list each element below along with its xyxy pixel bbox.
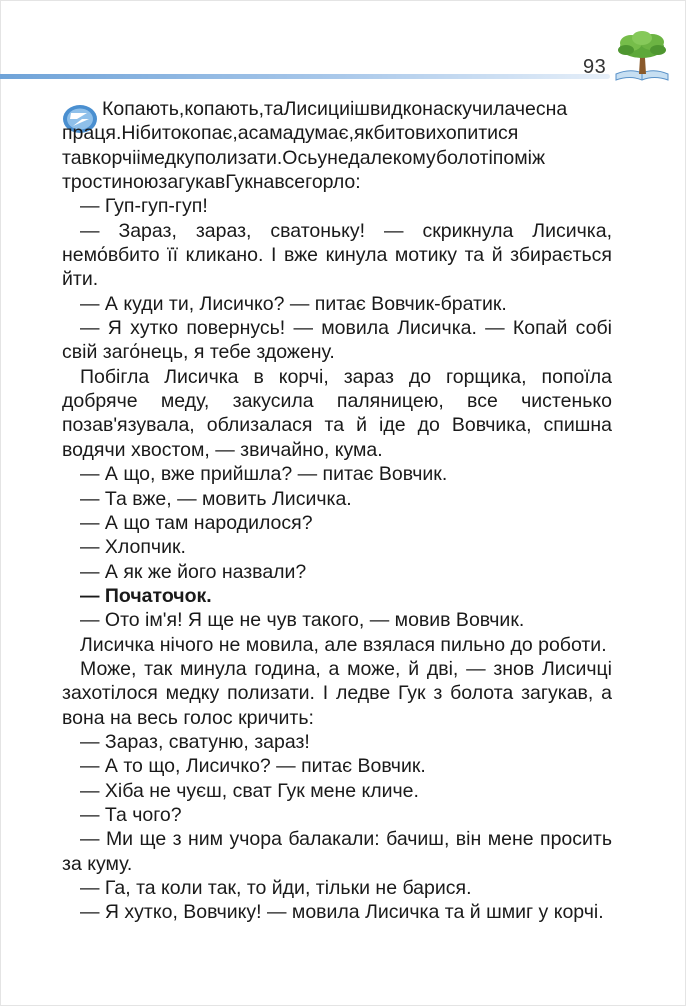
- paragraph: Побігла Лисичка в корчі, зараз до горщика, попоїла добряче меду, закусила паляницею, все чистенько позав'язувала, облизалася та й іде до Вовчика, спишна водячи хвостом, — звичайно, кума.: [62, 365, 612, 461]
- paragraph: — Зараз, зараз, сватоньку! — скрикнула Лисичка, немо́вбито її кликано. І вже кинула мотику та й збирається йти.: [62, 219, 612, 291]
- paragraph: — Гуп-гуп-гуп!: [80, 195, 208, 218]
- paragraph: — Я хутко, Вовчику! — мовила Лисичка та й шмиг у корчі.: [80, 901, 604, 924]
- paragraph: — А що там народилося?: [80, 511, 313, 534]
- paragraph-intro: Копають,копають,таЛисициішвидконаскучилачесна праця.Нібитокопає,асамадумає,якбитовихопитися тавкорчіімедкуполизати.Осьунедалекомуболотіпоміж тростиноюзагукавГукнавсегорло:: [62, 98, 568, 194]
- paragraph: — А що, вже прийшла? — питає Вовчик.: [80, 463, 448, 486]
- paragraph: — Хлопчик.: [80, 536, 186, 559]
- paragraph-bold: — Початочок.: [80, 584, 212, 607]
- paragraph: — А як же його назвали?: [80, 560, 307, 583]
- paragraph: Може, так минула година, а може, й дві, — знов Лисичці захотілося медку полизати. І ледве Гук з болота загукав, а вона на весь голос кричить:: [62, 657, 612, 729]
- paragraph: — Ми ще з ним учора балакали: бачиш, він мене просить за куму.: [62, 828, 612, 875]
- header-rule: [0, 74, 610, 79]
- paragraph: — Я хутко повернусь! — мовила Лисичка. — Копай собі свій заго́нець, я тебе здожену.: [62, 317, 612, 364]
- paragraph: — Хіба не чуєш, сват Гук мене кличе.: [80, 779, 419, 802]
- paragraph: — Ото ім'я! Я ще не чув такого, — мовив Вовчик.: [80, 609, 525, 632]
- paragraph: — А куди ти, Лисичко? — питає Вовчик-братик.: [80, 292, 507, 315]
- paragraph: — А то що, Лисичко? — питає Вовчик.: [80, 755, 426, 778]
- paragraph: Лисичка нічого не мовила, але взялася пильно до роботи.: [80, 633, 607, 656]
- paragraph: — Зараз, сватуню, зараз!: [80, 730, 310, 753]
- paragraph: — Та чого?: [80, 803, 182, 826]
- page-number: 93: [583, 56, 607, 78]
- story-text: [62, 97, 612, 925]
- paragraph: — Га, та коли так, то йди, тільки не барися.: [80, 877, 472, 899]
- tree-on-book-icon: [612, 30, 672, 82]
- paragraph: — Та вже, — мовить Лисичка.: [80, 487, 352, 510]
